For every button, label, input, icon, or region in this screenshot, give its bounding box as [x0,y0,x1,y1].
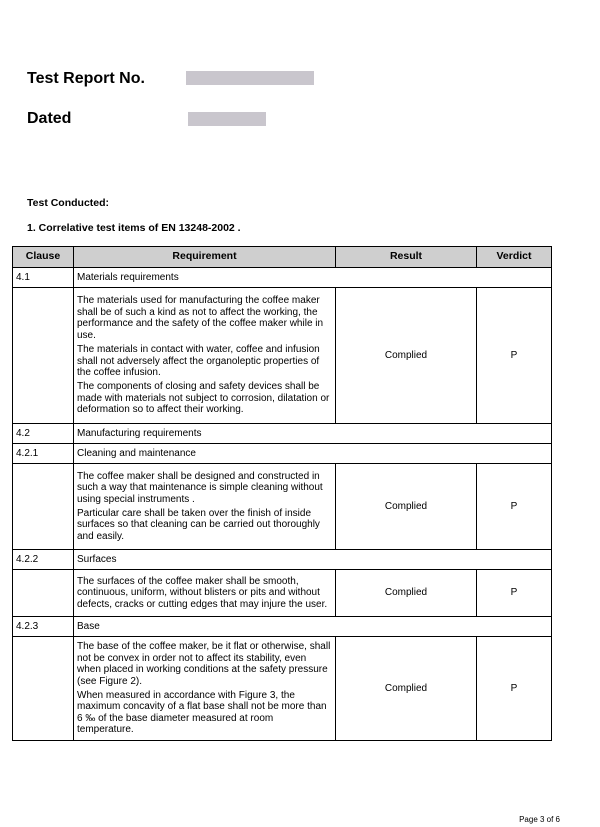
clause-cell [13,288,74,424]
requirement-cell [74,570,336,617]
clause-cell: 4.2.1 [13,444,74,464]
requirement-text: The materials in contact with water, coffee and infusion shall not adversely affect the organoleptic properties of the coffee infusion. [77,344,320,378]
requirement-text: The base of the coffee maker, be it flat or otherwise, shall not be convex in order not to affect its stability, even when placed in working conditions at the safety pressure (see Figure 2). [77,641,331,687]
result-cell: Complied [336,464,477,550]
page-number: Page 3 of 6 [519,815,560,824]
table-row [13,637,552,741]
clause-cell [13,570,74,617]
clause-title: Manufacturing requirements [74,424,552,444]
verdict-cell: P [477,464,552,550]
requirement-cell [74,637,336,741]
table-row [13,617,552,637]
table-row [13,570,552,617]
table-row [13,424,552,444]
clause-cell: 4.2.2 [13,550,74,570]
requirement-text: When measured in accordance with Figure 3, the maximum concavity of a flat base shall not be more than 6 ‰ of the base diameter measured at room temperature. [77,690,327,736]
column-header-requirement: Requirement [74,247,336,268]
clause-cell [13,637,74,741]
column-header-verdict: Verdict [477,247,552,268]
table-row [13,444,552,464]
verdict-cell: P [477,570,552,617]
clause-cell: 4.1 [13,268,74,288]
report-number-label: Test Report No. [27,70,145,87]
clause-title: Materials requirements [74,268,552,288]
requirement-text: Particular care shall be taken over the finish of inside surfaces so that cleaning can be carried out thoroughly and easily. [77,508,320,542]
requirement-text: The materials used for manufacturing the coffee maker shall be of such a kind as not to affect the working, the performance and the safety of the coffee maker while in use. [77,295,324,341]
clause-title: Surfaces [74,550,552,570]
requirement-text: The coffee maker shall be designed and constructed in such a way that maintenance is simple cleaning without using special instruments . [77,470,323,505]
redacted-date [188,112,266,126]
clause-title: Cleaning and maintenance [74,444,552,464]
requirement-cell [74,288,336,424]
section-subtitle: 1. Correlative test items of EN 13248-2002 . [27,222,241,234]
table-row [13,268,552,288]
clause-title: Base [74,617,552,637]
result-cell: Complied [336,637,477,741]
requirement-cell [74,464,336,550]
verdict-cell: P [477,637,552,741]
table-row [13,464,552,550]
table-row [13,288,552,424]
requirement-text: The components of closing and safety devices shall be made with materials not subject to corrosion, dilatation or deformation so to affect their working. [77,381,330,416]
column-header-result: Result [336,247,477,268]
dated-label: Dated [27,110,72,127]
verdict-cell: P [477,288,552,424]
result-cell: Complied [336,288,477,424]
requirement-text: The surfaces of the coffee maker shall be smooth, continuous, uniform, without blisters or pits and without defects, cracks or cutting edges that may injure the user. [77,575,328,610]
test-results-table [12,246,552,741]
clause-cell: 4.2 [13,424,74,444]
clause-cell [13,464,74,550]
table-header-row [13,247,552,268]
test-conducted-label: Test Conducted: [27,197,110,209]
redacted-report-number [186,71,314,85]
clause-cell: 4.2.3 [13,617,74,637]
result-cell: Complied [336,570,477,617]
column-header-clause: Clause [13,247,74,268]
table-row [13,550,552,570]
